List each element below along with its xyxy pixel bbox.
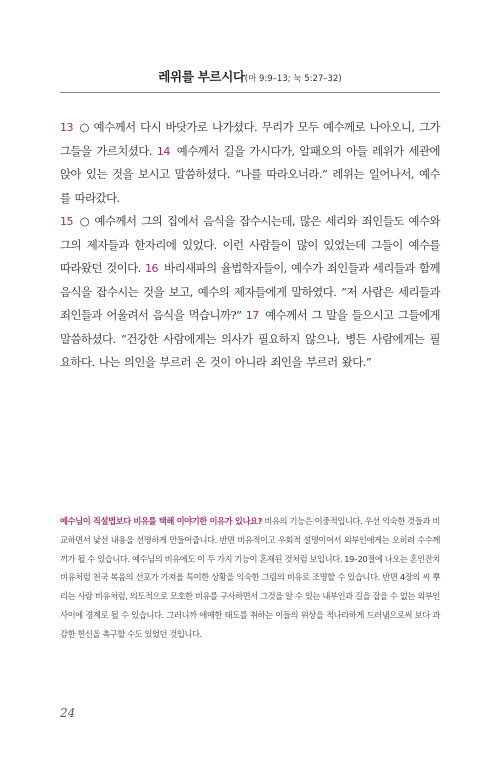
section-title: 레위를 부르시다 [158, 69, 245, 84]
note-answer: 비유의 기능은 이중적입니다. 우선 익숙한 것들과 비교하면서 낯선 내용을 선명하게 만들어줍니다. 반면 비유적이고 우회적 설명이어서 외부인에게는 오히려 수수께끼가 될 수 있습니다. 예수님의 비유에도 이 두 가지 기능이 혼재된 것처럼 보입니다. 19–20절에 나오는 혼인잔치 비유처럼 천국 복음의 선포가 가져올 특이한 상황을 익숙한 그림의 비유로 조명할 수 있습니다. 반면 4장의 씨 뿌리는 사람 비유처럼, 의도적으로 모호한 비유를 구사하면서 그것을 알 수 있는 내부인과 길을 잡을 수 없는 외부인 사이에 경계로 될 수 있습니다. 그러니까 애매한 태도를 취하는 이들의 위상을 적나라하게 드러냄으로써 보다 과감한 헌신을 촉구할 수도 있었던 것입니다. [60, 516, 440, 639]
section-header [60, 66, 440, 92]
note-question: 예수님이 직설법보다 비유를 택해 이야기한 이유가 있나요? [60, 516, 262, 526]
commentary-note [60, 512, 440, 644]
page-number: 24 [60, 706, 76, 720]
verse-text: 예수께서 길을 가시다가, 알패오의 아들 레위가 세관에 앉아 있는 것을 보시고 말씀하셨다. “나를 따라오너라.” 레위는 일어나서, 예수를 따라갔다. [60, 143, 441, 205]
verse-number: 15 [60, 215, 73, 228]
verse-number: 13 [60, 121, 73, 134]
verse-number: 14 [156, 144, 170, 158]
verse-number: 17 [245, 309, 259, 322]
verse-text: 바리새파의 율법학자들이, 예수가 죄인들과 세리들과 함께 음식을 잡수시는 것을 보고, 예수의 제자들에게 말하였다. “저 사람은 세리들과 죄인들과 어울려서 음식을 먹습니까?” [60, 261, 441, 322]
verse-text: ○ 예수께서 다시 바닷가로 나가셨다. 무리가 모두 예수께로 나아오니, 그가 그들을 가르치셨다. [60, 120, 441, 158]
scripture-passage [60, 116, 440, 375]
verse-text: ○ 예수께서 그의 집에서 음식을 잡수시는데, 많은 세리와 죄인들도 예수와 그의 제자들과 한자리에 있었다. 이런 사람들이 많이 있었는데 그들이 예수를 따라왔던 것이다. [60, 214, 441, 275]
scripture-reference: (마 9:9–13; 눅 5:27–32) [244, 74, 342, 84]
verse-number: 16 [144, 262, 158, 275]
verse-paragraph [60, 116, 440, 210]
header-divider [60, 92, 440, 93]
verse-paragraph [60, 210, 440, 375]
verse-text: 예수께서 그 말을 들으시고 그들에게 말씀하셨다. “건강한 사람에게는 의사가 필요하지 않으나, 병든 사람에게는 필요하다. 나는 의인을 부르러 온 것이 아니라 죄인을 부르러 왔다.” [60, 308, 440, 369]
